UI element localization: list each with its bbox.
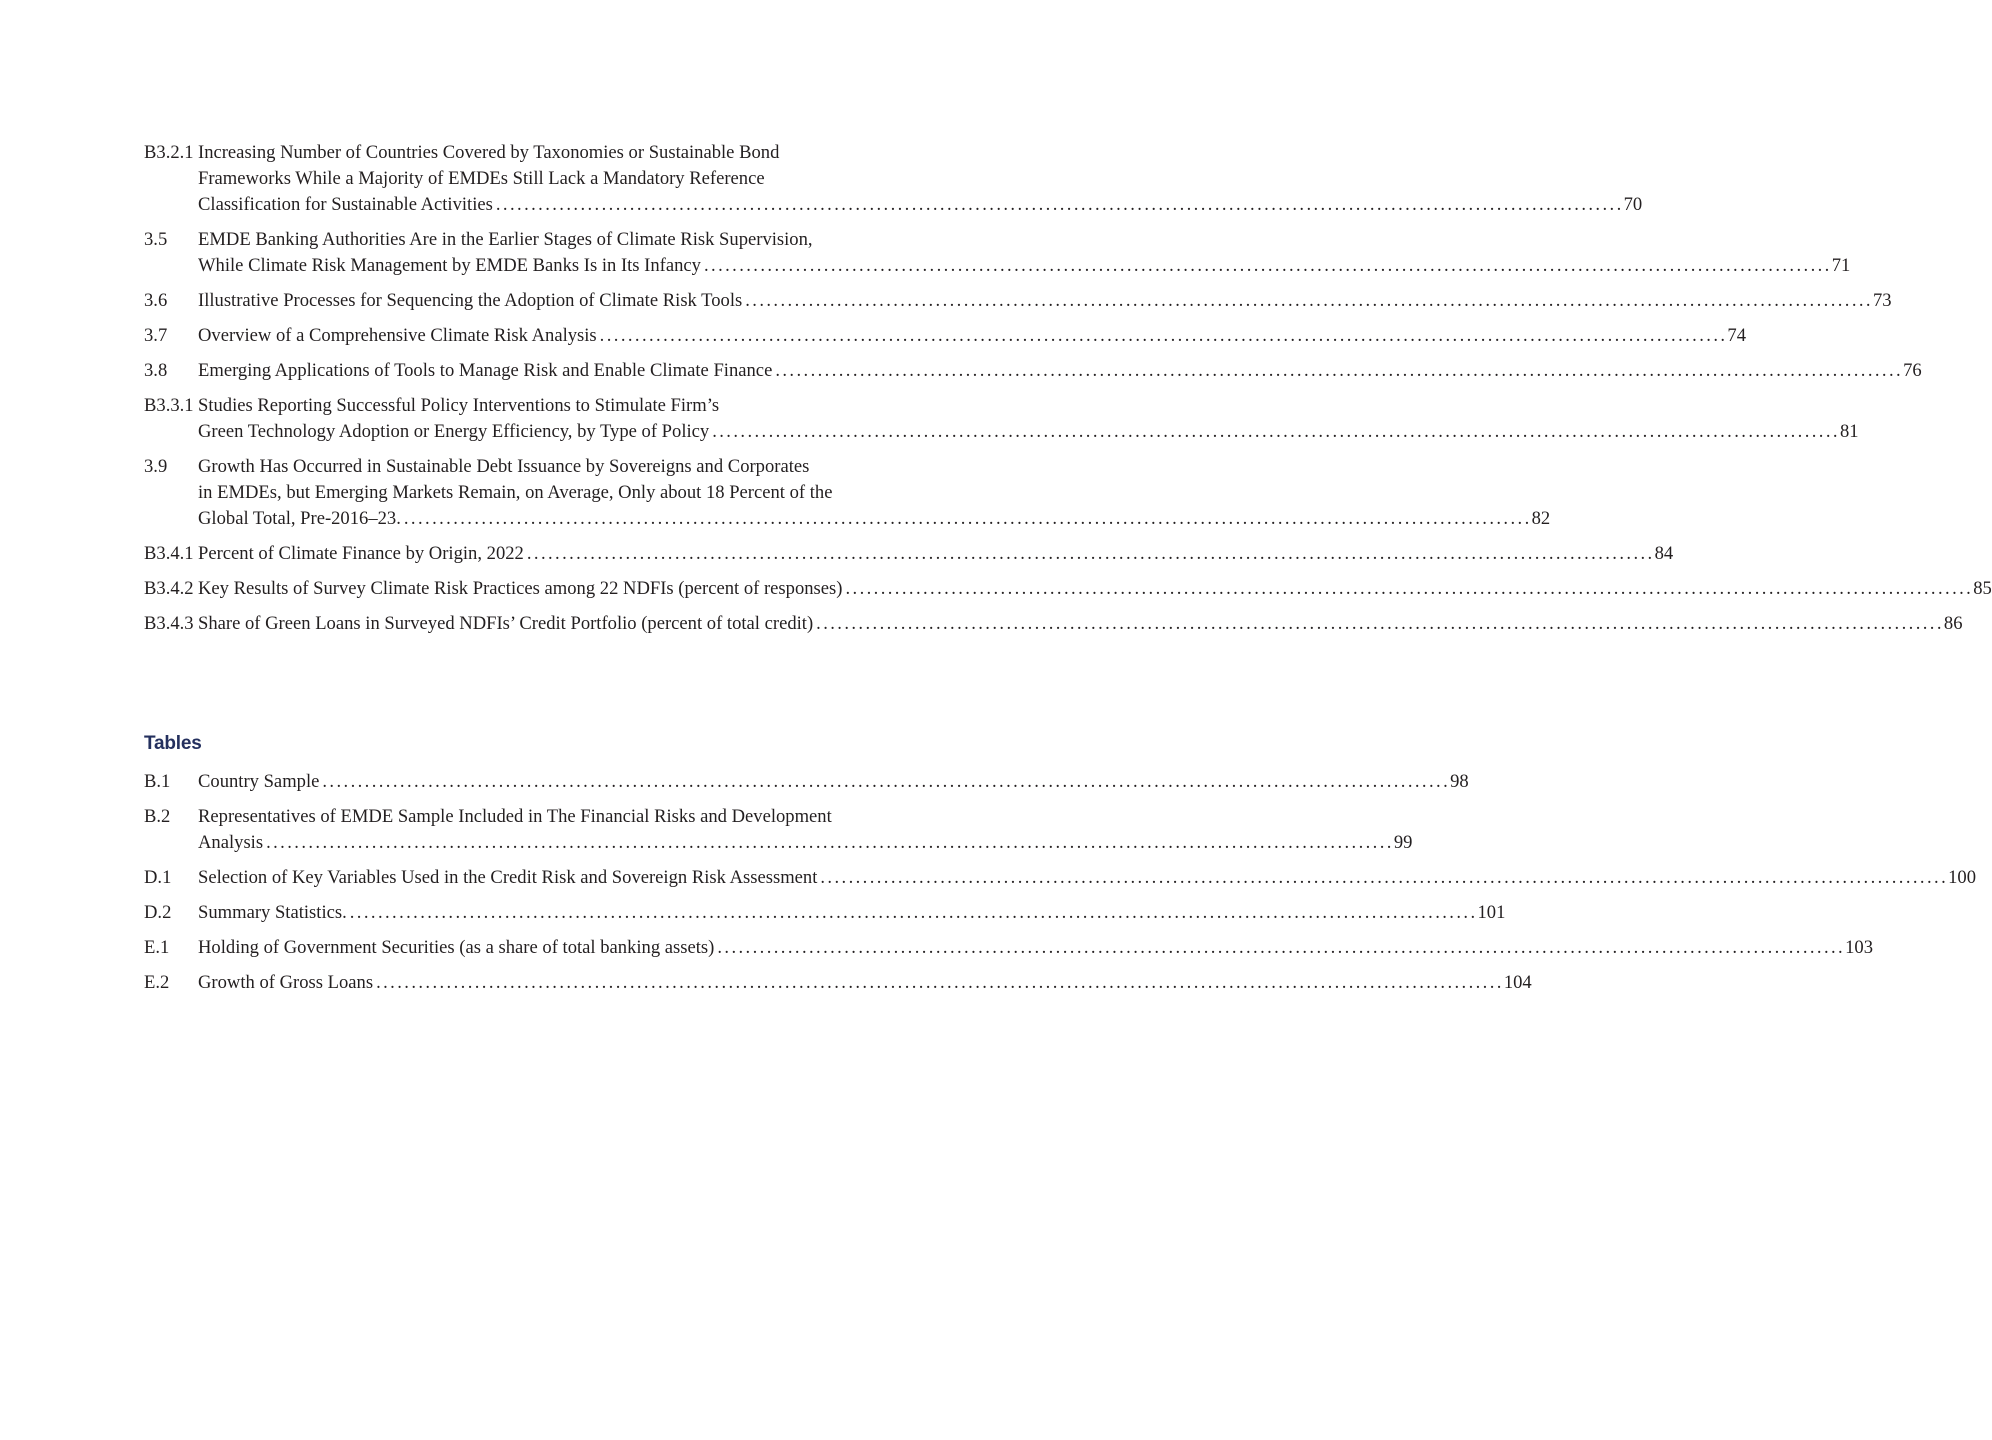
table-title-line: Representatives of EMDE Sample Included in The Financial Risks and Development [198,806,832,827]
table-title-last-line [198,900,1506,926]
table-page-number[interactable]: 101 [1477,902,1506,923]
figure-title-last-line [198,419,1859,445]
table-title-text: Selection of Key Variables Used in the Credit Risk and Sovereign Risk Assessment [198,867,818,888]
table-number: B.1 [144,771,171,792]
figure-page-number[interactable]: 70 [1623,194,1643,215]
figure-title-text: Classification for Sustainable Activities [198,194,493,215]
figure-page-number[interactable]: 81 [1839,421,1859,442]
table-title [198,769,1469,795]
table-page-number[interactable]: 98 [1450,771,1469,792]
figure-title-text: While Climate Risk Management by EMDE Banks Is in Its Infancy [198,255,701,276]
dot-leader: ................................................................................................................................................................ [717,937,1846,958]
dot-leader: ................................................................................................................................................................ [816,613,1944,634]
figure-number: 3.7 [144,325,168,346]
table-entry[interactable] [144,769,1469,795]
contents-page [144,140,1992,1005]
figure-number: B3.3.1 [144,395,194,416]
table-page-number[interactable]: 103 [1845,937,1873,958]
figure-title-last-line [198,576,1992,602]
figure-title-line: Growth Has Occurred in Sustainable Debt Issuance by Sovereigns and Corporates [198,456,810,477]
figure-title [198,140,1643,218]
table-number: D.2 [144,902,172,923]
tables-list [144,769,1977,996]
dot-leader: ................................................................................................................................................................ [526,543,1655,564]
table-page-number[interactable]: 99 [1393,832,1413,853]
figure-title [198,541,1674,567]
figure-title [198,611,1963,637]
table-number: E.2 [144,972,170,993]
dot-leader: ................................................................................................................................................................ [775,360,1904,381]
figure-number: 3.9 [144,456,168,477]
figure-page-number[interactable]: 85 [1973,578,1992,599]
figure-title-line: Increasing Number of Countries Covered by Taxonomies or Sustainable Bond [198,142,780,163]
dot-leader: ................................................................................................................................................................ [322,771,1451,792]
figure-page-number[interactable]: 84 [1654,543,1674,564]
table-page-number[interactable]: 100 [1948,867,1977,888]
dot-leader: ................................................................................................................................................................ [376,972,1504,993]
figure-number: B3.4.2 [144,578,194,599]
figure-title-line: in EMDEs, but Emerging Markets Remain, on Average, Only about 18 Percent of the [198,482,833,503]
table-title-text: Holding of Government Securities (as a share of total banking assets) [198,937,715,958]
figure-entry[interactable] [144,358,1922,384]
figure-number: B3.4.1 [144,543,194,564]
table-entry[interactable] [144,900,1506,926]
figure-title-last-line [198,192,1643,218]
figure-entry[interactable] [144,227,1851,279]
figure-title-line: Studies Reporting Successful Policy Interventions to Stimulate Firm’s [198,395,720,416]
figure-title-last-line [198,506,1551,532]
dot-leader: ................................................................................................................................................................ [703,255,1832,276]
table-title [198,970,1532,996]
figure-title-text: Share of Green Loans in Surveyed NDFIs’ Credit Portfolio (percent of total credit) [198,613,814,634]
figure-title-last-line [198,288,1892,314]
figure-entry[interactable] [144,393,1859,445]
figure-title [198,393,1859,445]
table-number: E.1 [144,937,170,958]
figure-title [198,288,1892,314]
figure-title-last-line [198,541,1674,567]
table-title [198,804,1413,856]
figure-title [198,576,1992,602]
figure-page-number[interactable]: 74 [1727,325,1747,346]
dot-leader: ................................................................................................................................................................ [349,902,1478,923]
dot-leader: ................................................................................................................................................................ [745,290,1873,311]
figures-list [144,140,1992,637]
figure-entry[interactable] [144,541,1674,567]
figure-title-last-line [198,611,1963,637]
table-title-text: Growth of Gross Loans [198,972,374,993]
table-title-text: Country Sample [198,771,320,792]
figure-number: 3.5 [144,229,168,250]
figure-title-text: Emerging Applications of Tools to Manage Risk and Enable Climate Finance [198,360,773,381]
table-title-last-line [198,769,1469,795]
dot-leader: ................................................................................................................................................................ [712,421,1840,442]
table-title-text: Summary Statistics. [198,902,347,923]
figure-page-number[interactable]: 71 [1831,255,1851,276]
figure-entry[interactable] [144,611,1963,637]
table-title [198,935,1873,961]
table-number: D.1 [144,867,172,888]
figure-title-text: Global Total, Pre-2016–23. [198,508,401,529]
table-entry[interactable] [144,865,1977,891]
figure-title-last-line [198,253,1851,279]
figure-title [198,323,1747,349]
figure-title-text: Key Results of Survey Climate Risk Practices among 22 NDFIs (percent of responses) [198,578,843,599]
table-entry[interactable] [144,804,1413,856]
figure-title [198,358,1922,384]
table-title-last-line [198,935,1873,961]
figure-number: B3.2.1 [144,142,194,163]
figure-entry[interactable] [144,323,1747,349]
table-title-last-line [198,970,1532,996]
figure-number: B3.4.3 [144,613,194,634]
table-title-text: Analysis [198,832,264,853]
figure-title-text: Percent of Climate Finance by Origin, 2022 [198,543,524,564]
tables-heading: Tables [144,733,202,754]
table-page-number[interactable]: 104 [1503,972,1532,993]
dot-leader: ................................................................................................................................................................ [820,867,1949,888]
figure-entry[interactable] [144,576,1992,602]
figure-title [198,227,1851,279]
table-title-last-line [198,865,1977,891]
figure-title-line: Frameworks While a Majority of EMDEs Still Lack a Mandatory Reference [198,168,765,189]
figure-title-text: Green Technology Adoption or Energy Efficiency, by Type of Policy [198,421,710,442]
table-number: B.2 [144,806,171,827]
figure-title-line: EMDE Banking Authorities Are in the Earlier Stages of Climate Risk Supervision, [198,229,813,250]
dot-leader: ................................................................................................................................................................ [266,832,1394,853]
figure-title-last-line [198,358,1922,384]
dot-leader: ................................................................................................................................................................ [495,194,1624,215]
figure-entry[interactable] [144,288,1892,314]
figure-entry[interactable] [144,140,1643,218]
figure-title-last-line [198,323,1747,349]
figure-number: 3.8 [144,360,168,381]
figure-page-number[interactable]: 82 [1531,508,1551,529]
table-entry[interactable] [144,970,1532,996]
figure-page-number[interactable]: 73 [1872,290,1892,311]
figure-number: 3.6 [144,290,168,311]
table-title-last-line [198,830,1413,856]
figure-entry[interactable] [144,454,1551,532]
figure-title-text: Illustrative Processes for Sequencing the Adoption of Climate Risk Tools [198,290,743,311]
table-title [198,900,1506,926]
table-title [198,865,1977,891]
table-entry[interactable] [144,935,1873,961]
figure-title [198,454,1551,532]
figure-page-number[interactable]: 76 [1903,360,1922,381]
figure-title-text: Overview of a Comprehensive Climate Risk Analysis [198,325,597,346]
figure-page-number[interactable]: 86 [1943,613,1963,634]
dot-leader: ................................................................................................................................................................ [845,578,1974,599]
dot-leader: ................................................................................................................................................................ [599,325,1728,346]
dot-leader: ................................................................................................................................................................ [403,508,1532,529]
